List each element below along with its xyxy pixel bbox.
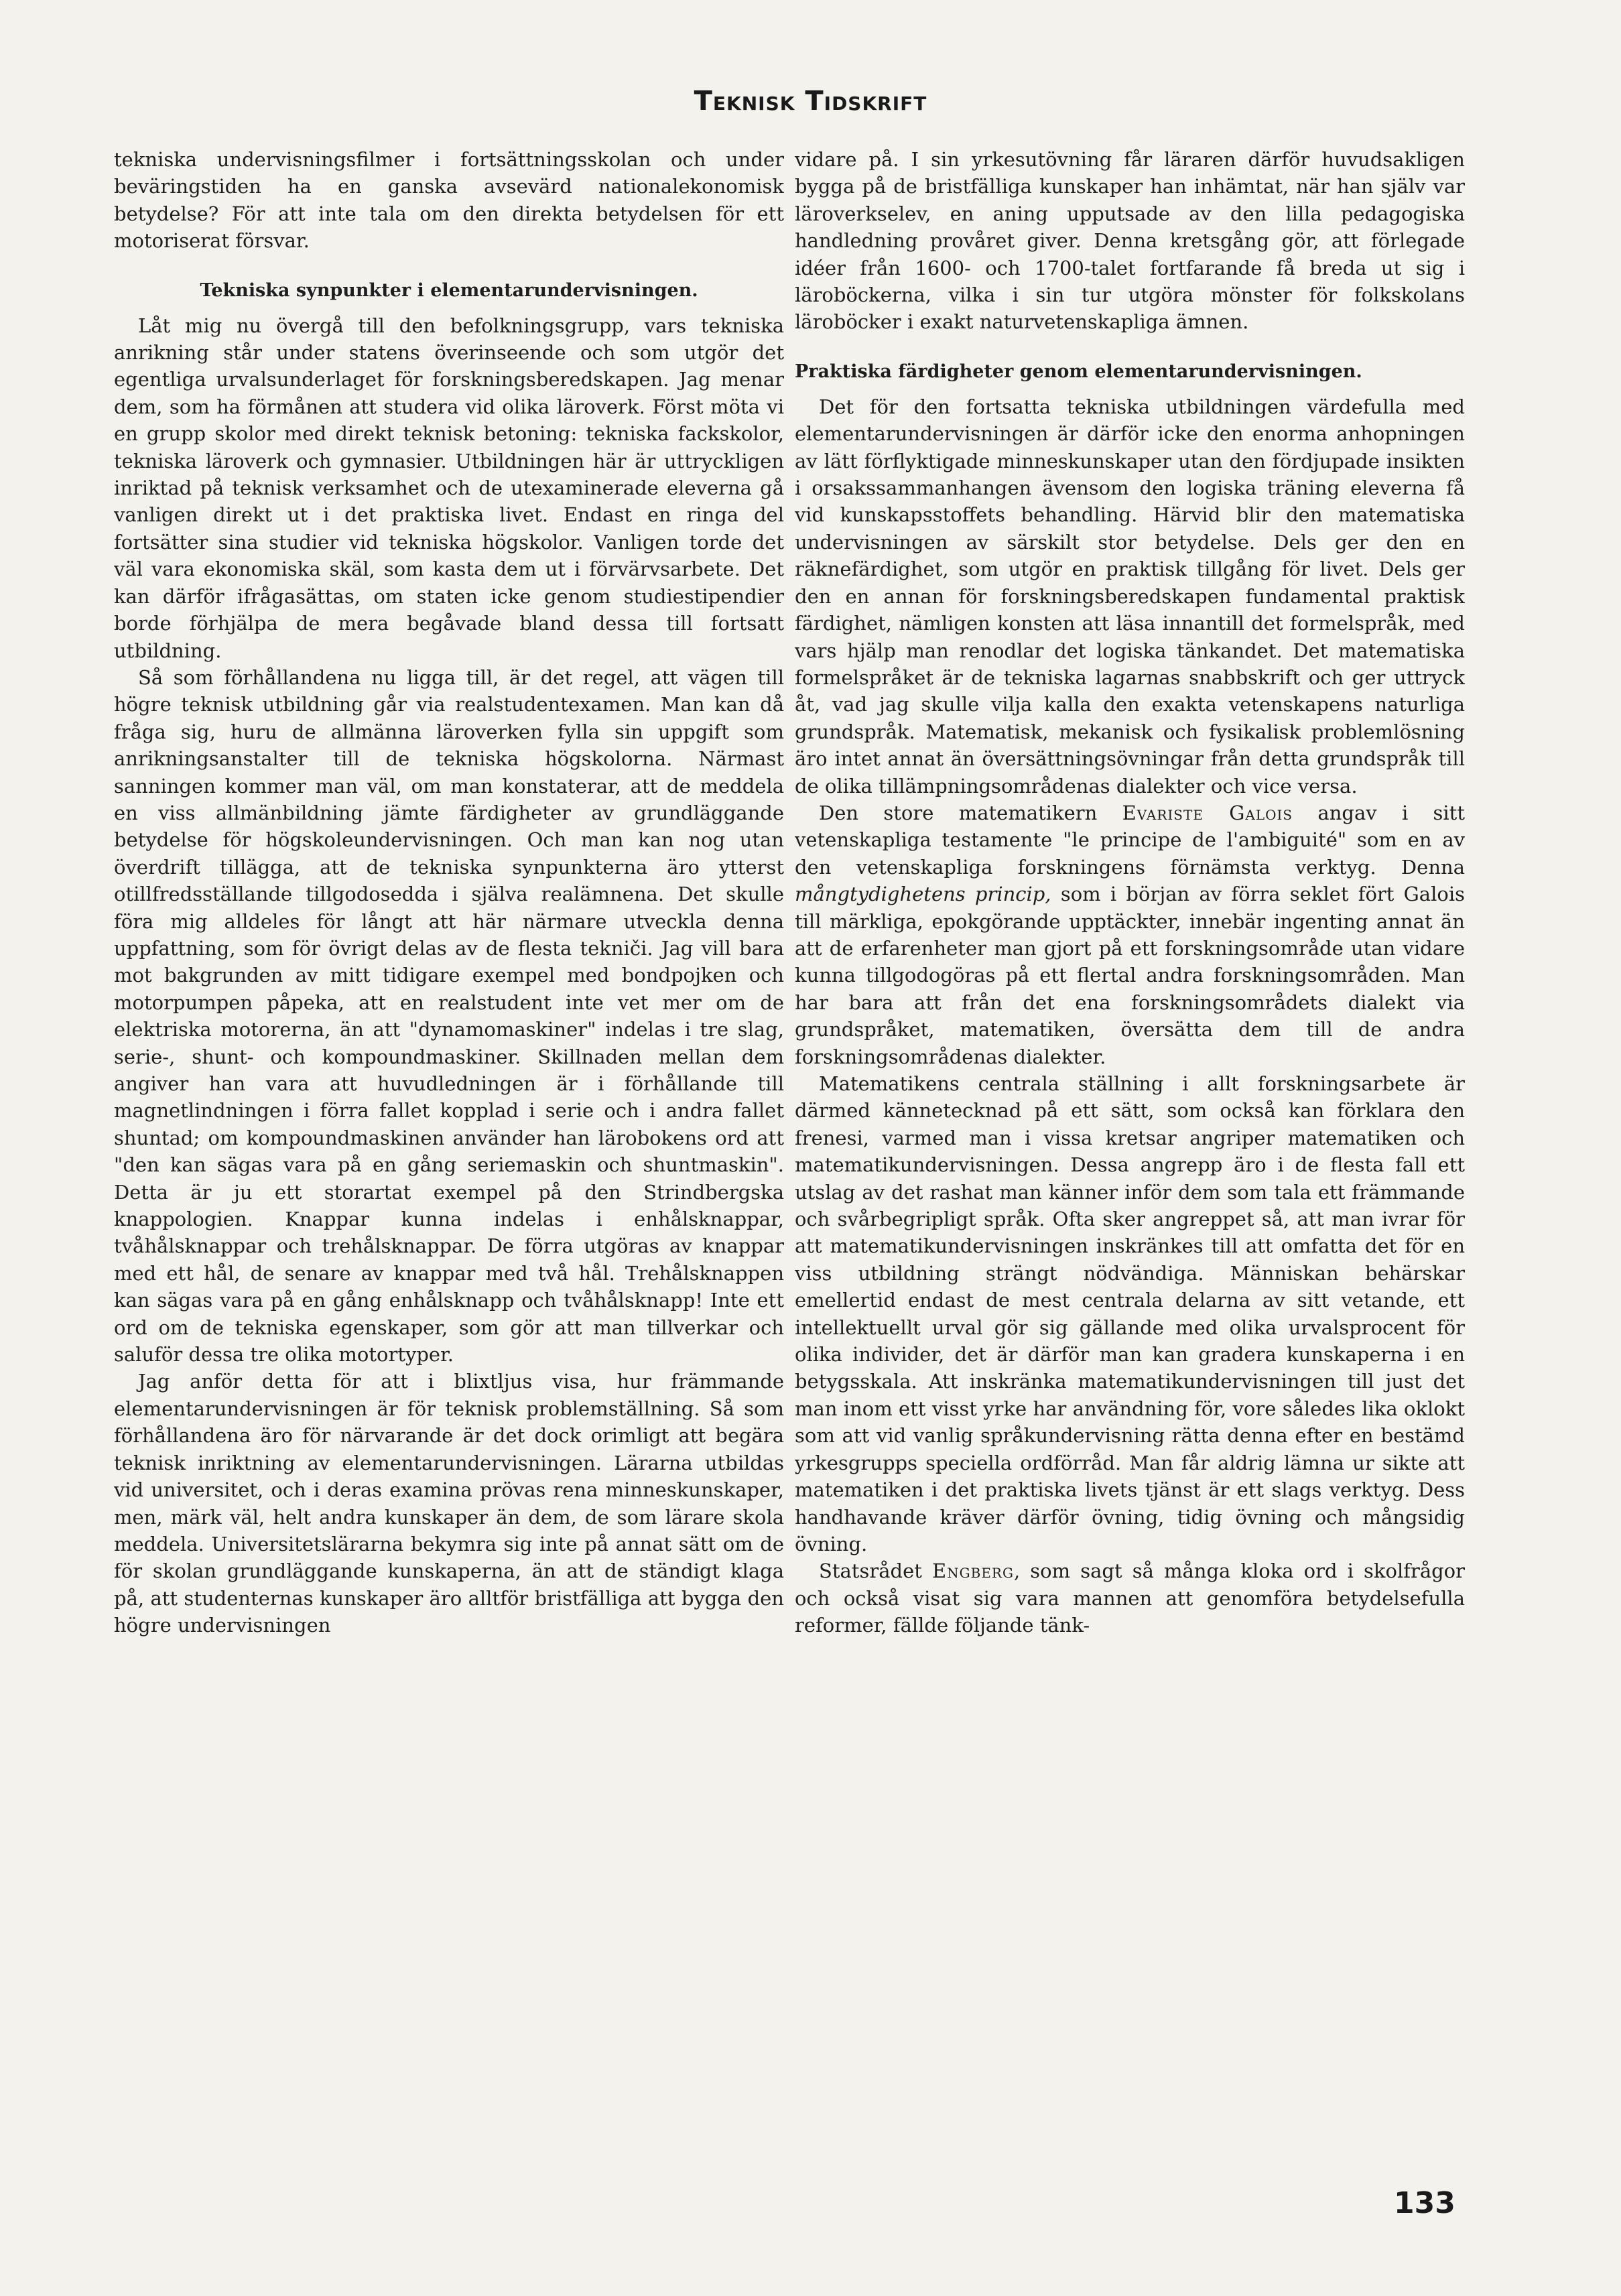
section-heading-tekniska-synpunkter: Tekniska synpunkter i elementarundervisningen.: [200, 279, 698, 301]
paragraph-text: som i början av förra seklet fört Galois till märkliga, epokgörande upptäckter, innebär ingenting annat än att de erfarenheter man gjort på ett forskningsområde utan vidare kunna tillgodogöras på ett flertal andra forskningsområden. Man har bara att från det ena forskningsområdets dialekt via grundspråket, matematiken, översätta dem till de andra forskningsområdenas dialekter.: [795, 883, 1465, 1068]
left-paragraph-3: Så som förhållandena nu ligga till, är det regel, att vägen till högre teknisk utbildning går via realstudentexamen. Man kan då fråga sig, huru de allmänna läroverken fylla sin uppgift som anrikningsanstalter till de tekniska högskolorna. Närmast sanningen kommer man väl, om man konstaterar, att de meddela en viss allmänbildning jämte färdigheter av grundläggande betydelse för högskoleundervisningen. Och man kan nog utan överdrift tillägga, att de tekniska synpunkterna äro ytterst otillfredsställande tillgodosedda i själva realämnena. Det skulle föra mig alldeles för långt att här närmare utveckla denna uppfattning, som för övrigt delas av de flesta tekniči. Jag vill bara mot bakgrunden av mitt tidigare exempel med bondpojken och motorpumpen påpeka, att en realstudent inte vet mer om de elektriska motorerna, än att "dynamomaskiner" indelas i tre slag, serie-, shunt- och kompoundmaskiner. Skillnaden mellan dem angiver han vara att huvudledningen är i förhållande till magnetlindningen i förra fallet kopplad i serie och i andra fallet shuntad; om kompoundmaskinen använder han lärobokens ord att "den kan sägas vara på en gång seriemaskin och shuntmaskin". Detta är ju ett storartat exempel på den Strindbergska knappologien. Knappar kunna indelas i enhålsknappar, tvåhålsknappar och trehålsknappar. De förra utgöras av knappar med ett hål, de senare av knappar med två hål. Trehålsknappen kan sägas vara på en gång enhålsknapp och tvåhålsknapp! Inte ett ord om de tekniska egenskaper, som gör att man tillverkar och saluför dessa tre olika motortyper.: [114, 665, 784, 1366]
paragraph-text: , som sagt så många kloka ord i skolfrågor och också visat sig vara mannen att genomföra betydelsefulla reformer, fällde följande tänk-: [795, 1559, 1465, 1637]
person-name-galois: Evariste Galois: [1122, 801, 1293, 824]
right-paragraph-1: vidare på. I sin yrkesutövning får läraren därför huvudsakligen bygga på de bristfälliga kunskaper han inhämtat, när han själv var läroverkselev, en aning upputsade av den lilla pedagogiska handledning provåret giver. Denna kretsgång gör, att förlegade idéer från 1600- och 1700-talet fortfarande få breda ut sig i läroböckerna, vilka i sin tur utgöra mönster för folkskolans läroböcker i exakt naturvetenskapliga ämnen.: [795, 148, 1465, 334]
page-number: 133: [1394, 2186, 1455, 2220]
section-heading-praktiska-fardigheter: Praktiska färdigheter genom elementarundervisningen.: [795, 361, 1362, 382]
person-name-engberg: Engberg: [931, 1559, 1014, 1583]
paragraph-text: Den store matematikern: [819, 801, 1122, 824]
right-paragraph-5: [795, 1557, 1465, 1639]
emphasis-principle: mångtydighetens princip,: [795, 883, 1051, 906]
left-paragraph-1: tekniska undervisningsfilmer i fortsättningsskolan och under beväringstiden ha en ganska avsevärd nationalekonomisk betydelse? För att inte tala om den direkta betydelsen för ett motoriserat försvar.: [114, 148, 784, 253]
right-paragraph-4: Matematikens centrala ställning i allt forskningsarbete är därmed känneteсknad på ett sätt, som också kan förklara den frenesi, varmed man i vissa kretsar angriper matematiken och matematikundervisningen. Dessa angrepp äro i de flesta fall ett utslag av det rashat man känner inför dem som tala ett främmande och svårbegripligt språk. Ofta sker angreppet så, att man ivrar för att matematikundervisningen inskränkes till att omfatta det för en viss utbildning strängt nödvändiga. Människan behärskar emellertid endast de mest centrala delarna av sitt vetande, ett intellektuellt urval gör sig gällande med olika urvalsprocent för olika individer, det är därför man kan gradera kunskaperna i en betygsskala. Att inskränka matematikundervisningen till just det man inom ett visst yrke har användning för, vore således lika oklokt som att vid vanlig språkundervisning rätta denna efter en bestämd yrkesgrupps speciella ordförråd. Man får aldrig lämna ur sikte att matematiken i det praktiska livets tjänst är ett slags verktyg. Dess handhavande kräver därför övning, tidig övning och mångsidig övning.: [795, 1072, 1465, 1555]
right-paragraph-3: [795, 800, 1465, 1070]
paragraph-text: Statsrådet: [819, 1559, 932, 1583]
journal-running-header: Teknisk Tidskrift: [694, 86, 927, 117]
right-column: [795, 146, 1465, 2170]
right-paragraph-2: Det för den fortsatta tekniska utbildningen värdefulla med elementarundervisningen är därför icke den enorma anhopningen av lätt förflyktigade minneskunskaper utan den fördjupade insikten i orsakssammanhangen ävensom den logiska träning eleverna få vid kunskapsstoffets behandling. Härvid blir den matematiska undervisningen av särskilt stor betydelse. Dels ger den en räknefärdighet, som utgör en praktisk tillgång för livet. Dels ger den en annan för forskningsberedskapen fundamental praktisk färdighet, nämligen konsten att läsa innantill det formelspråk, med vars hjälp man renodlar det logiska tänkandet. Det matematiska formelspråket är de tekniska lagarnas snabbskrift och ger uttryck åt, vad jag skulle vilja kalla den exakta vetenskapens naturliga grundspråk. Matematisk, mekanisk och fysikalisk problemlösning äro intet annat än översättningsövningar från detta grundspråk till de olika tillämpningsområdenas dialekter och vice versa.: [795, 395, 1465, 798]
paragraph-text: angav i sitt vetenskapliga testamente "le principe de l'ambiguité" som en av den vetenskapliga forskningens förnämsta verktyg. Denna: [795, 801, 1465, 879]
left-paragraph-4: Jag anför detta för att i blixtljus visa, hur främmande elementarundervisningen är för teknisk problemställning. Så som förhållandena äro för närvarande är det dock orimligt att begära teknisk inriktning av elementarundervisningen. Lärarna utbildas vid universitet, och i deras examina prövas rena minneskunskaper, men, märk väl, helt andra kunskaper än dem, de som lärare skola meddela. Universitetslärarna bekymra sig inte på annat sätt om de för skolan grundläggande kunskaperna, än att de ständigt klaga på, att studenternas kunskaper äro alltför bristfälliga att bygga den högre undervisningen: [114, 1370, 784, 1637]
left-column: [114, 146, 784, 2170]
left-paragraph-2: Låt mig nu övergå till den befolkningsgrupp, vars tekniska anrikning står under statens överinseende och som utgör det egentliga urvalsunderlaget för forskningsberedskapen. Jag menar dem, som ha förmånen att studera vid olika läroverk. Först möta vi en grupp skolor med direkt teknisk betoning: tekniska fackskolor, tekniska läroverk och gymnasier. Utbildningen här är uttryckligen inriktad på teknisk verksamhet och de utexaminerade eleverna gå vanligen direkt ut i det praktiska livet. Endast en ringa del fortsätter sina studier vid tekniska högskolor. Vanligen torde det väl vara ekonomiska skäl, som kasta dem ut i förvärvsarbete. Det kan därför ifrågasättas, om staten icke genom studiestipendier borde förhjälpa de mera begåvade bland dessa till fortsatt utbildning.: [114, 314, 784, 662]
